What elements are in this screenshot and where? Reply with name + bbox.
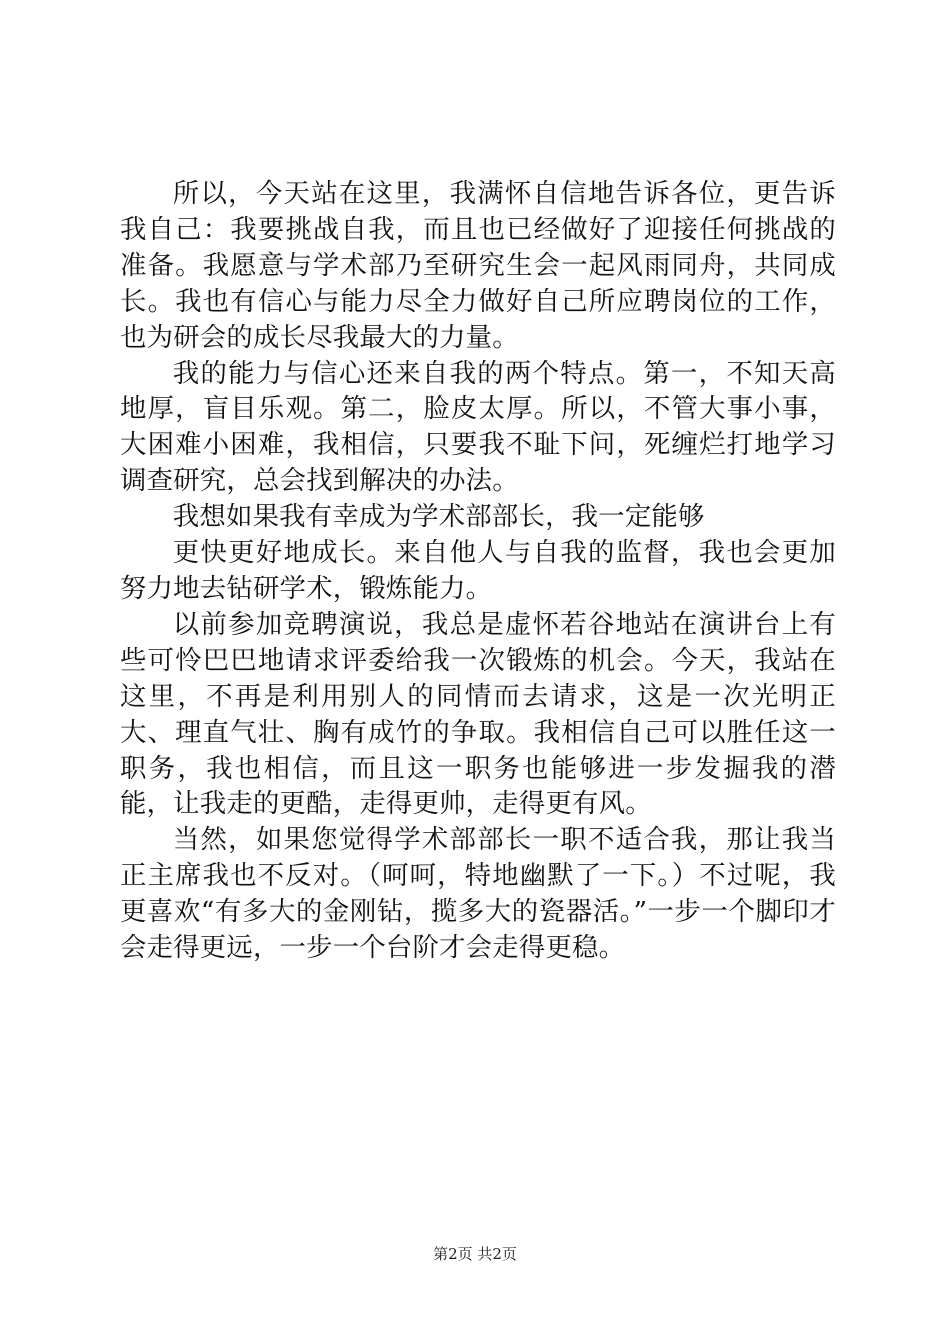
page-footer: 第2页 共2页 (433, 1245, 517, 1263)
paragraph-6: 当然，如果您觉得学术部部长一职不适合我，那让我当正主席我也不反对。（呵呵，特地幽默了一下。）不过呢，我更喜欢“有多大的金刚钻，揽多大的瓷器活。”一步一个脚印才会走得更远，一步一个台阶才会走得更稳。 (120, 824, 836, 964)
paragraph-2: 我的能力与信心还来自我的两个特点。第一，不知天高地厚，盲目乐观。第二，脸皮太厚。所以，不管大事小事，大困难小困难，我相信，只要我不耻下问，死缠烂打地学习调查研究，总会找到解决的办法。 (120, 357, 836, 497)
paragraph-3: 我想如果我有幸成为学术部部长，我一定能够 (172, 501, 705, 533)
paragraph-1: 所以，今天站在这里，我满怀自信地告诉各位，更告诉我自己：我要挑战自我，而且也已经做好了迎接任何挑战的准备。我愿意与学术部乃至研究生会一起风雨同舟，共同成长。我也有信心与能力尽全力做好自己所应聘岗位的工作，也为研会的成长尽我最大的力量。 (120, 178, 836, 353)
paragraph-4: 更快更好地成长。来自他人与自我的监督，我也会更加努力地去钻研学术，锻炼能力。 (120, 537, 836, 604)
document-body (120, 176, 836, 966)
paragraph-5: 以前参加竞聘演说，我总是虚怀若谷地站在演讲台上有些可怜巴巴地请求评委给我一次锻炼的机会。今天，我站在这里，不再是利用别人的同情而去请求，这是一次光明正大、理直气壮、胸有成竹的争取。我相信自己可以胜任这一职务，我也相信，而且这一职务也能够进一步发掘我的潜能，让我走的更酷，走得更帅，走得更有风。 (120, 608, 836, 820)
